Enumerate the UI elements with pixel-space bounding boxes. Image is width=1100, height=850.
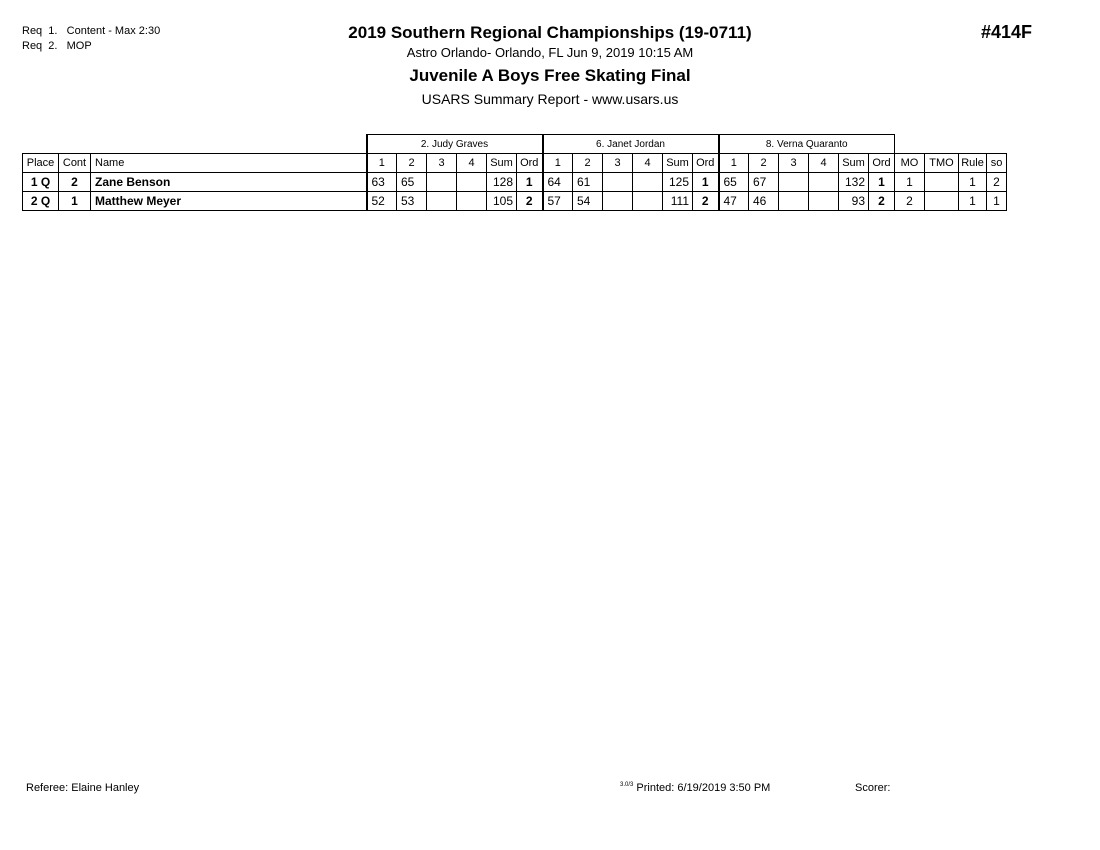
header-so: so [987, 154, 1007, 173]
cell-so: 2 [987, 173, 1007, 192]
version-text: 3.0/3 [620, 782, 634, 788]
spacer-cell [987, 135, 1007, 154]
header-mo: MO [895, 154, 925, 173]
header-j3-score-1: 1 [719, 154, 749, 173]
judge-header-2: 6. Janet Jordan [543, 135, 719, 154]
table-row [23, 192, 1007, 211]
header-j2-score-3: 3 [603, 154, 633, 173]
cell-mo: 1 [895, 173, 925, 192]
cell-j1-s1: 63 [367, 173, 397, 192]
header-j1-score-2: 2 [397, 154, 427, 173]
cell-j3-sum: 132 [839, 173, 869, 192]
cell-rule: 1 [959, 192, 987, 211]
spacer-cell [59, 135, 91, 154]
cell-j3-s2: 46 [749, 192, 779, 211]
cell-j3-sum: 93 [839, 192, 869, 211]
referee-line: Referee: Elaine Hanley [26, 782, 140, 794]
header-rule: Rule [959, 154, 987, 173]
header-j1-sum: Sum [487, 154, 517, 173]
cell-place: 1 Q [23, 173, 59, 192]
cell-j1-s2: 65 [397, 173, 427, 192]
header-j2-score-2: 2 [573, 154, 603, 173]
cell-j1-ord: 2 [517, 192, 543, 211]
header-j3-ord: Ord [869, 154, 895, 173]
requirement-line-1: Req 1. Content - Max 2:30 [22, 25, 161, 37]
cell-so: 1 [987, 192, 1007, 211]
spacer-cell [895, 135, 925, 154]
cell-mo: 2 [895, 192, 925, 211]
cell-j3-s1: 47 [719, 192, 749, 211]
cell-j2-s2: 54 [573, 192, 603, 211]
header-j1-ord: Ord [517, 154, 543, 173]
cell-j3-s1: 65 [719, 173, 749, 192]
cell-j1-s4 [457, 173, 487, 192]
column-header-row [23, 154, 1007, 173]
judge-header-3: 8. Verna Quaranto [719, 135, 895, 154]
judge-names-row [23, 135, 1007, 154]
header-j1-score-4: 4 [457, 154, 487, 173]
judge-header-1: 2. Judy Graves [367, 135, 543, 154]
cell-j2-s2: 61 [573, 173, 603, 192]
header-j3-score-2: 2 [749, 154, 779, 173]
document-footer [0, 782, 1100, 802]
cell-j3-s3 [779, 173, 809, 192]
cell-j3-s2: 67 [749, 173, 779, 192]
venue-line: Astro Orlando- Orlando, FL Jun 9, 2019 10:15 AM [406, 45, 694, 60]
printed-text: Printed: 6/19/2019 3:50 PM [636, 782, 771, 794]
cell-j2-sum: 125 [663, 173, 693, 192]
header-j2-ord: Ord [693, 154, 719, 173]
cell-j1-s3 [427, 192, 457, 211]
cell-tmo [925, 173, 959, 192]
results-table-wrapper [22, 134, 1007, 211]
header-cont: Cont [59, 154, 91, 173]
header-j1-score-3: 3 [427, 154, 457, 173]
cell-j1-s1: 52 [367, 192, 397, 211]
page-title: 2019 Southern Regional Championships (19-0711) [348, 23, 752, 42]
cell-j2-s3 [603, 192, 633, 211]
header-j2-score-1: 1 [543, 154, 573, 173]
header-j3-sum: Sum [839, 154, 869, 173]
cell-j2-ord: 2 [693, 192, 719, 211]
cell-j2-s1: 64 [543, 173, 573, 192]
header-place: Place [23, 154, 59, 173]
cell-name: Zane Benson [91, 173, 367, 192]
cell-tmo [925, 192, 959, 211]
spacer-cell [925, 135, 959, 154]
cell-j2-s4 [633, 192, 663, 211]
cell-j2-ord: 1 [693, 173, 719, 192]
spacer-cell [959, 135, 987, 154]
cell-j1-s2: 53 [397, 192, 427, 211]
report-subtitle: USARS Summary Report - www.usars.us [421, 91, 679, 107]
cell-j1-s4 [457, 192, 487, 211]
cell-cont: 2 [59, 173, 91, 192]
cell-j2-s4 [633, 173, 663, 192]
requirement-line-2: Req 2. MOP [22, 40, 92, 52]
table-row [23, 173, 1007, 192]
document-header [0, 22, 1100, 110]
cell-j3-ord: 1 [869, 173, 895, 192]
header-j3-score-3: 3 [779, 154, 809, 173]
cell-j3-s4 [809, 192, 839, 211]
header-j1-score-1: 1 [367, 154, 397, 173]
cell-name: Matthew Meyer [91, 192, 367, 211]
cell-j3-ord: 2 [869, 192, 895, 211]
cell-j1-sum: 105 [487, 192, 517, 211]
spacer-cell [91, 135, 367, 154]
spacer-cell [23, 135, 59, 154]
results-table [22, 134, 1007, 211]
cell-j1-ord: 1 [517, 173, 543, 192]
header-j2-sum: Sum [663, 154, 693, 173]
cell-j2-sum: 111 [663, 192, 693, 211]
header-j2-score-4: 4 [633, 154, 663, 173]
printed-line [620, 782, 770, 794]
cell-j1-s3 [427, 173, 457, 192]
header-j3-score-4: 4 [809, 154, 839, 173]
event-number: #414F [980, 22, 1032, 42]
header-name: Name [91, 154, 367, 173]
cell-j3-s3 [779, 192, 809, 211]
header-tmo: TMO [925, 154, 959, 173]
cell-j1-sum: 128 [487, 173, 517, 192]
cell-rule: 1 [959, 173, 987, 192]
cell-cont: 1 [59, 192, 91, 211]
scorer-line: Scorer: [855, 782, 891, 794]
cell-place: 2 Q [23, 192, 59, 211]
cell-j3-s4 [809, 173, 839, 192]
event-title: Juvenile A Boys Free Skating Final [409, 66, 691, 85]
cell-j2-s3 [603, 173, 633, 192]
cell-j2-s1: 57 [543, 192, 573, 211]
